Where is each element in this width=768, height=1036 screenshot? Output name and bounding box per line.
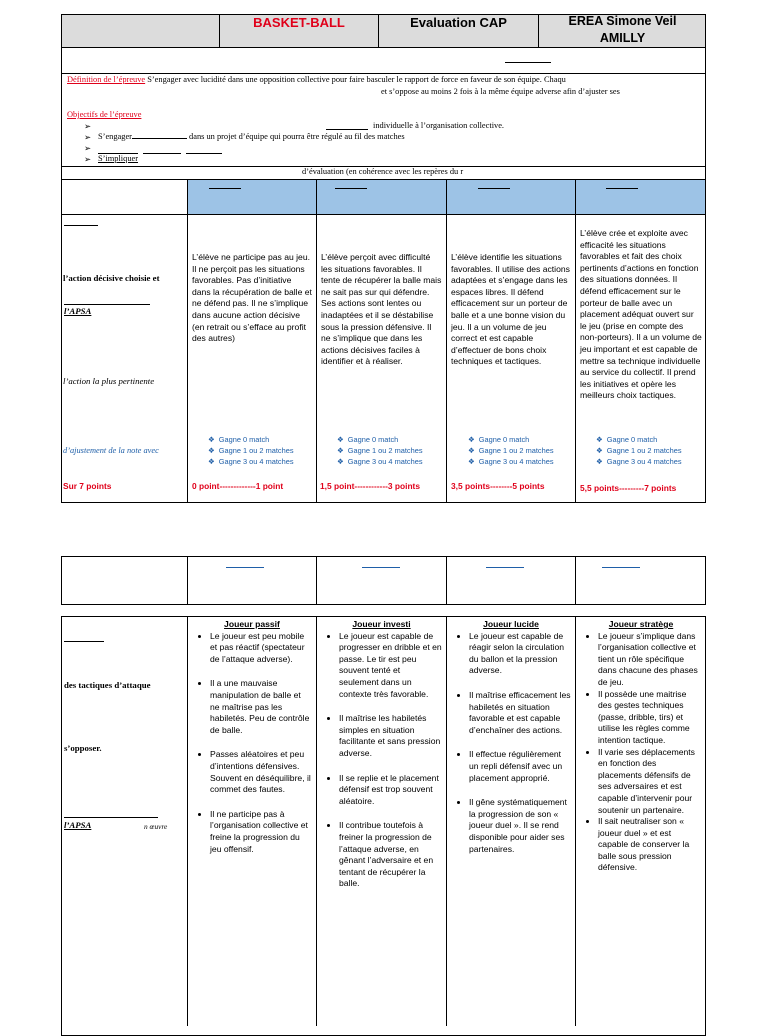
profile-title: Joueur stratège	[608, 619, 674, 629]
match-item: Gagne 1 ou 2 matches	[218, 446, 294, 455]
match-item: Gagne 0 match	[218, 435, 270, 444]
match-item: Gagne 0 match	[347, 435, 399, 444]
level-2-points: 1,5 point------------3 points	[320, 481, 421, 491]
level-3-points: 3,5 points--------5 points	[451, 481, 545, 491]
profile-strategist	[576, 617, 706, 876]
evaluation-line: d’évaluation (en cohérence avec les repères du r	[302, 167, 464, 176]
level-2-matches: ❖ Gagne 0 match ❖ Gagne 1 ou 2 matches ❖ Gagne 3 ou 4 matches	[337, 435, 423, 466]
profile-item: • Passes aléatoires et peu d’intentions défensives. Souvent en déséquilibre, il commet des fautes.	[210, 749, 312, 795]
match-item: Gagne 3 ou 4 matches	[606, 457, 682, 466]
profile-item: • Le joueur est capable de réagir selon la circulation du ballon et la pression adverse.	[469, 631, 571, 677]
blank-row	[61, 47, 706, 74]
criteria-adjust: d’ajustement de la note avec	[63, 446, 159, 455]
profile-item: • Le joueur est capable de progresser en dribble et en passe. Le tir est peu souvent tenté et seulement dans un contexte très favorable.	[339, 631, 442, 701]
profile-passive	[188, 617, 316, 870]
profile-invested	[317, 617, 446, 905]
level-4-points: 5,5 points---------7 points	[580, 483, 677, 493]
match-item: Gagne 3 ou 4 matches	[347, 457, 423, 466]
objectives-label: Objectifs de l’épreuve	[67, 110, 142, 119]
profile-item: • Il possède une maitrise des gestes techniques (passe, dribble, tirs) et utilise les règles comme intention tactique.	[598, 689, 702, 747]
criteria-points: Sur 7 points	[63, 481, 112, 491]
engager-word: S’engager	[98, 132, 132, 141]
objectives-impliquer: S’impliquer	[98, 154, 139, 163]
match-item: Gagne 3 ou 4 matches	[478, 457, 554, 466]
definition-text: S’engager avec lucidité dans une opposition collective pour faire basculer le rapport de force en faveur de son équipe. Chaqu	[147, 75, 566, 84]
definition-line1	[67, 75, 566, 84]
school-city: AMILLY	[599, 31, 646, 45]
profile-item: • Il varie ses déplacements en fonction des placements défensifs de ses adversaires et est capable d’intervenir pour soutenir un partenaire.	[598, 747, 702, 817]
sport-title: BASKET-BALL	[253, 15, 345, 30]
criteria-label-3: l’action la plus pertinente	[63, 376, 155, 386]
match-item: Gagne 1 ou 2 matches	[606, 446, 682, 455]
level-2-description: L’élève perçoit avec difficulté les situations favorables. Il tente de récupérer la balle mais ne sait pas sur qui défendre. Ses actions sont lentes ou inadaptées et il se déstabilise sous la pression défensive. Il ne s’implique que dans les actions décisives faciles à identifier et à réaliser.	[321, 252, 442, 367]
level-1-description: L’élève ne participe pas au jeu. Il ne perçoit pas les situations favorables. Pas d’initiative dans la récupération de balle et ne défend pas. Il ne s’implique dans aucune action décisive (en retrait ou s’efface au profit des autres)	[192, 252, 312, 344]
profile-item: • Il maîtrise efficacement les habiletés en situation favorable et est capable d’enchaîner des actions.	[469, 690, 571, 736]
definition-line2: et s’oppose au moins 2 fois à la même équipe adverse afin d’ajuster ses	[381, 87, 620, 96]
profile-item: • Le joueur s’implique dans l’organisation collective et tient un rôle spécifique dans chacune des phases de jeu.	[598, 631, 702, 689]
profile-item: • Il maîtrise les habiletés simples en situation facilitante et sans pression adverse.	[339, 713, 442, 759]
engager-tail: dans un projet d’équipe qui pourra être régulé au fil des matches	[189, 132, 405, 141]
eval-title: Evaluation CAP	[410, 15, 507, 30]
profile-label-1: des tactiques d’attaque	[64, 680, 151, 690]
criteria-apsa: l’APSA	[64, 306, 92, 316]
profile-item: • Il sait neutraliser son « joueur duel » et est capable de conserver la balle sous pression défensive.	[598, 816, 702, 874]
match-item: Gagne 0 match	[478, 435, 530, 444]
match-item: Gagne 1 ou 2 matches	[478, 446, 554, 455]
profile-lucid	[447, 617, 575, 870]
criteria-label-1: l’action décisive choisie et	[63, 273, 160, 283]
profile-oeuvre: n œuvre	[144, 822, 168, 831]
profile-apsa: l’APSA	[64, 820, 92, 830]
level-4-description: L’élève crée et exploite avec efficacité les situations favorables et fait des choix pertinents d’actions en fonction des situations données. Il défend efficacement sur le porteur de balle avec un placement adéquat ouvert sur le jeu (prise en compte des non-porteurs). Il a un volume de jeu important et est capable de mettre sa technique individuelle au service du collectif. Il prend les initiatives et opère les meilleurs choix tactiques.	[580, 228, 702, 401]
match-item: Gagne 3 ou 4 matches	[218, 457, 294, 466]
profile-item: • Il effectue régulièrement un repli défensif avec un placement approprié.	[469, 749, 571, 784]
match-item: Gagne 1 ou 2 matches	[347, 446, 423, 455]
profile-item: • Il gêne systématiquement la progression de son « joueur duel ». Il se rend disponible pour aider ses partenaires.	[469, 797, 571, 855]
bullet-2: ➢	[84, 133, 92, 142]
profile-title: Joueur investi	[352, 619, 411, 629]
match-item: Gagne 0 match	[606, 435, 658, 444]
profile-item: • Il se replie et le placement défensif est trop souvent aléatoire.	[339, 773, 442, 808]
profile-item: • Il a une mauvaise manipulation de balle et ne maîtrise pas les habiletés. Peu de contrôle de balle.	[210, 678, 312, 736]
school-name: EREA Simone Veil	[568, 14, 677, 28]
profile-label-2: s’opposer.	[64, 743, 102, 753]
bullet-3: ➢	[84, 144, 92, 153]
bullet-4: ➢	[84, 155, 92, 164]
profile-title: Joueur passif	[224, 619, 280, 629]
level-3-matches: ❖ Gagne 0 match ❖ Gagne 1 ou 2 matches ❖ Gagne 3 ou 4 matches	[468, 435, 554, 466]
level-1-points: 0 point-------------1 point	[192, 481, 284, 491]
profile-title: Joueur lucide	[483, 619, 539, 629]
level-3-description: L’élève identifie les situations favorables. Il utilise des actions adaptées et s’engage dans les espaces libres. Il défend efficacement sur un porteur de balle et a une bonne vision du jeu. Il a un volume de jeu correct et est capable d’effectuer de bons choix techniques et tactiques.	[451, 252, 570, 367]
definition-label: Définition de l’épreuve	[67, 75, 146, 84]
level-4-matches: ❖ Gagne 0 match ❖ Gagne 1 ou 2 matches ❖ Gagne 3 ou 4 matches	[596, 435, 682, 466]
level-1-matches: ❖ Gagne 0 match ❖ Gagne 1 ou 2 matches ❖ Gagne 3 ou 4 matches	[208, 435, 294, 466]
profile-item: • Il ne participe pas à l’organisation collective et freine la progression du jeu offensif.	[210, 809, 312, 855]
profile-item: • Le joueur est peu mobile et pas réactif (spectateur de l’attaque adverse).	[210, 631, 312, 666]
objectives-line1: individuelle à l’organisation collective.	[373, 121, 505, 130]
profile-item: • Il contribue toutefois à freiner la progression de l’attaque adverse, en gênant l’adversaire et en tentant de récupérer la balle.	[339, 820, 442, 890]
bullet-1: ➢	[84, 122, 92, 131]
objectives-engager	[98, 132, 405, 141]
